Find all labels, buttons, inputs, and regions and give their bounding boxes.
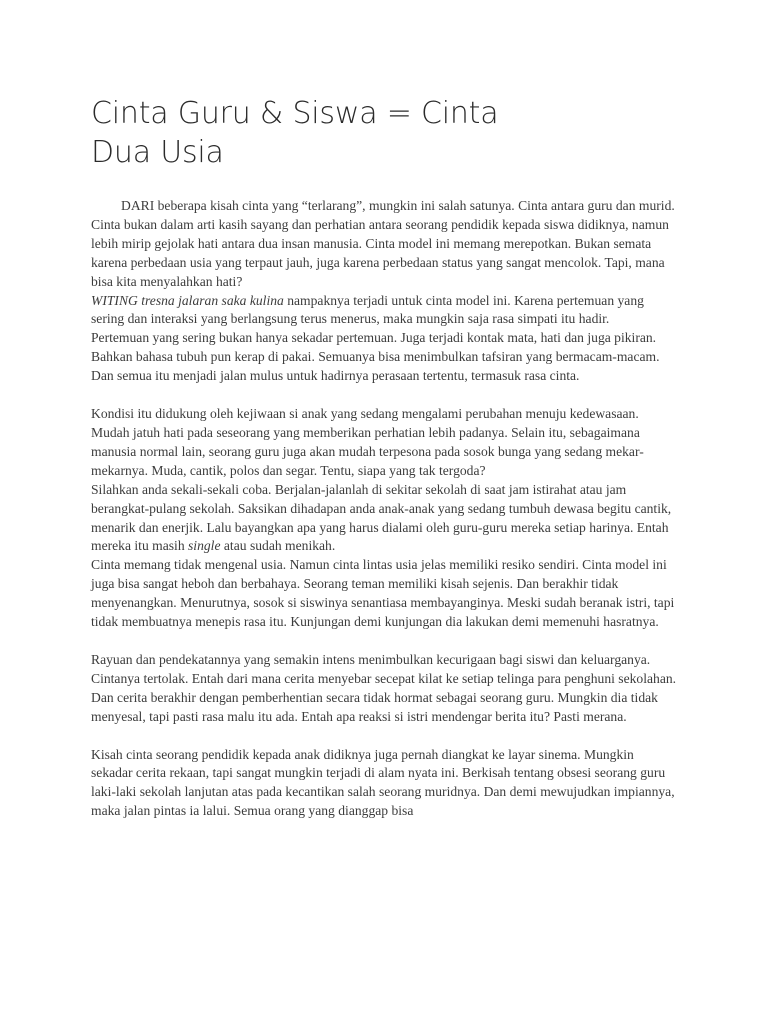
paragraph-7: Rayuan dan pendekatannya yang semakin intens menimbulkan kecurigaan bagi siswi dan keluarganya. Cintanya tertolak. Entah dari mana cerita menyebar secepat kilat ke setiap telinga para penghuni sekolahan. Dan cerita berakhir dengan pemberhentian secara tidak hormat sebagai seorang guru. Mungkin dia tidak menyesal, tapi pasti rasa malu itu ada. Entah apa reaksi si istri mendengar berita itu? Pasti merana. — [91, 651, 677, 724]
paragraph-2-italic: WITING tresna jalaran saka kulina — [91, 292, 284, 308]
paragraph-4: Kondisi itu didukung oleh kejiwaan si anak yang sedang mengalami perubahan menuju kedewasaan. Mudah jatuh hati pada seseorang yang memberikan perhatian lebih padanya. Selain itu, sebagaimana manusia normal lain, seorang guru juga akan mudah terpesona pada sosok bunga yang sedang mekar-mekarnya. Muda, cantik, polos dan segar. Tentu, siapa yang tak tergoda? — [91, 406, 644, 478]
document-title-line-2: Dua Usia — [91, 135, 224, 170]
paragraph-2 — [91, 292, 677, 330]
paragraph-gap — [91, 632, 677, 651]
paragraph-gap — [91, 727, 677, 746]
paragraph-2-text: nampaknya terjadi untuk cinta model ini. Karena pertemuan yang sering dan interaksi yang berlangsung terus menerus, maka mungkin saja rasa simpati itu hadir. — [91, 292, 644, 327]
paragraph-1: DARI beberapa kisah cinta yang “terlarang”, mungkin ini salah satunya. Cinta antara guru dan murid. Cinta bukan dalam arti kasih sayang dan perhatian antara seorang pendidik kepada siswa didiknya, namun lebih mirip gejolak hati antara dua insan manusia. Cinta model ini memang merepotkan. Bukan semata karena perbedaan usia yang terpaut jauh, juga karena perbedaan status yang sangat mencolok. Tapi, mana bisa kita menyalahkan hati? — [91, 198, 675, 289]
paragraph-5 — [91, 481, 677, 557]
paragraph-gap — [91, 386, 677, 405]
paragraph-6: Cinta memang tidak mengenal usia. Namun cinta lintas usia jelas memiliki resiko sendiri. Cinta model ini juga bisa sangat heboh dan berbahaya. Seorang teman memiliki kisah sejenis. Dan berakhir tidak menyenangkan. Menurutnya, sosok si siswinya senantiasa membayanginya. Meski sudah beranak istri, tapi tidak membuatnya menepis rasa itu. Kunjungan demi kunjungan dia lakukan demi memenuhi hasratnya. — [91, 557, 675, 630]
document-title-line-1: Cinta Guru & Siswa = Cinta — [91, 96, 499, 131]
paragraph-8: Kisah cinta seorang pendidik kepada anak didiknya juga pernah diangkat ke layar sinema. Mungkin sekadar cerita rekaan, tapi sangat mungkin terjadi di alam nyata ini. Berkisah tentang obsesi seorang guru laki-laki sekolah lanjutan atas pada kecantikan salah seorang muridnya. Dan demi mewujudkan impiannya, maka jalan pintas ia lalui. Semua orang yang dianggap bisa — [91, 746, 675, 819]
paragraph-5-text-a: Silahkan anda sekali-sekali coba. Berjalan-jalanlah di sekitar sekolah di saat jam istirahat atau jam berangkat-pulang sekolah. Saksikan dihadapan anda anak-anak yang sedang tumbuh dewasa begitu cantik, menarik dan enerjik. Lalu bayangkan apa yang harus dialami oleh guru-guru mereka setiap harinya. Entah mereka itu masih — [91, 481, 672, 554]
document-body — [91, 197, 677, 821]
paragraph-5-italic: single — [188, 538, 221, 554]
document-page — [91, 0, 677, 821]
paragraph-5-text-b: atau sudah menikah. — [220, 538, 336, 554]
paragraph-3: Pertemuan yang sering bukan hanya sekadar pertemuan. Juga terjadi kontak mata, hati dan juga pikiran. Bahkan bahasa tubuh pun kerap di pakai. Semuanya bisa menimbulkan tafsiran yang bermacam-macam. Dan semua itu menjadi jalan mulus untuk hadirnya perasaan tertentu, termasuk rasa cinta. — [91, 330, 660, 384]
document-title — [91, 94, 677, 172]
